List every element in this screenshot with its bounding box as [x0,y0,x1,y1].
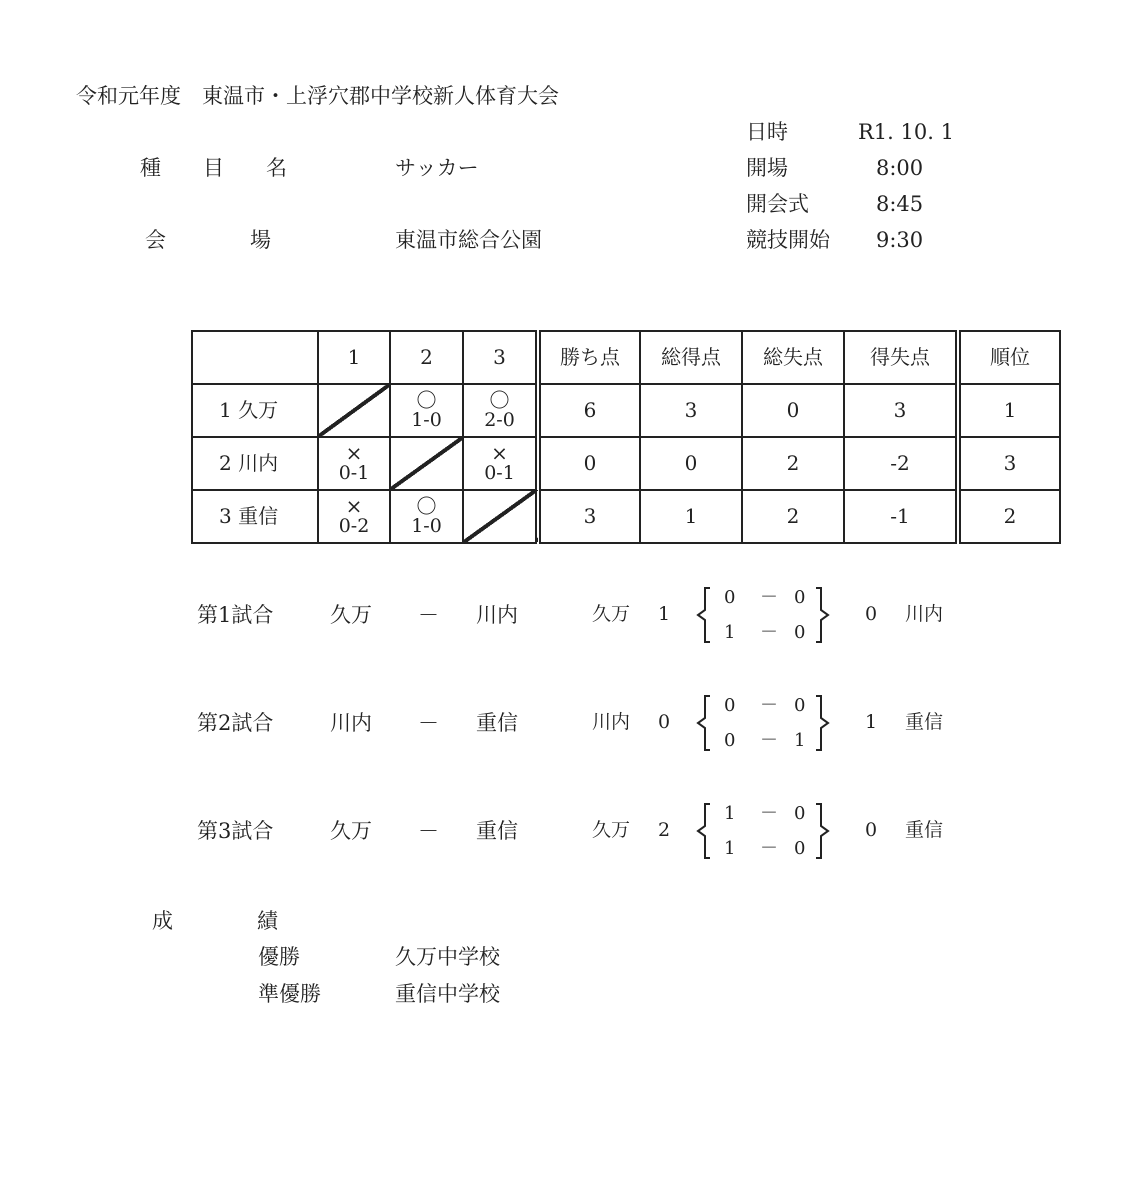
header-cell [192,331,318,384]
match-home: 川内 [330,711,372,735]
half1-dash: － [760,587,778,608]
event-label: 種 目 名 [140,156,287,180]
header-cell: 総失点 [742,331,844,384]
result-runnerup-label: 準優勝 [258,982,321,1006]
score-left-total: 0 [658,711,671,733]
match-dash: － [418,819,439,843]
header-cell: 3 [463,331,538,384]
half2-left: 1 [724,838,736,859]
score-right-team: 川内 [905,603,944,625]
score-right-total: 0 [865,603,878,625]
header-cell: 1 [318,331,390,384]
schedule-start-label: 競技開始 [746,228,830,252]
goals-for-cell: 0 [640,437,742,490]
half1-dash: － [760,695,778,716]
score-left-team: 川内 [592,711,631,733]
result-score: 0-2 [338,515,370,538]
result-winner-label: 優勝 [258,945,300,969]
goals-against-cell: 2 [742,490,844,543]
team-cell: 1 久万 [192,384,318,437]
match-home: 久万 [330,603,372,627]
rank-cell: 3 [958,437,1060,490]
points-cell: 0 [538,437,640,490]
page-title: 令和元年度 東温市・上浮穴郡中学校新人体育大会 [76,84,559,108]
half1-left: 0 [724,587,736,608]
match-home: 久万 [330,819,372,843]
rank-cell: 1 [958,384,1060,437]
team-cell: 3 重信 [192,490,318,543]
result-cell [463,384,538,437]
match-row [0,580,1121,650]
header-cell: 順位 [958,331,1060,384]
half1-left: 0 [724,695,736,716]
points-cell: 3 [538,490,640,543]
score-left-total: 1 [658,603,671,625]
standings-table [191,330,1061,544]
team-cell: 2 川内 [192,437,318,490]
result-cell [318,437,390,490]
half2-right: 0 [794,838,806,859]
points-cell: 6 [538,384,640,437]
result-cell [318,490,390,543]
goals-for-cell: 3 [640,384,742,437]
score-right-team: 重信 [905,819,944,841]
match-away: 川内 [476,603,518,627]
score-right-total: 0 [865,819,878,841]
score-right-total: 1 [865,711,878,733]
result-symbol: 〇 [416,494,437,519]
goal-diff-cell: -1 [844,490,958,543]
score-left-total: 2 [658,819,671,841]
goal-diff-cell: 3 [844,384,958,437]
table-row [192,384,1060,437]
header-cell: 総得点 [640,331,742,384]
header-cell: 2 [390,331,463,384]
result-score: 1-0 [411,515,442,538]
half1-left: 1 [724,803,736,824]
result-symbol: × [491,441,508,466]
result-symbol: × [345,494,363,519]
goals-against-cell: 0 [742,384,844,437]
diagonal-cell [463,490,538,543]
half2-dash: － [760,730,778,751]
half1-right: 0 [794,587,806,608]
half1-right: 0 [794,803,806,824]
header-cell: 勝ち点 [538,331,640,384]
half1-right: 0 [794,695,806,716]
result-winner-value: 久万中学校 [395,945,500,969]
schedule-open-value: 8:00 [876,156,924,180]
diagonal-cell [318,384,390,437]
result-cell [390,384,463,437]
match-row [0,796,1121,866]
event-value: サッカー [395,156,479,180]
schedule-ceremony-value: 8:45 [876,192,924,216]
results-label: 成 績 [152,909,278,933]
result-symbol: × [345,441,363,466]
table-row [192,490,1060,543]
result-score: 0-1 [338,462,370,485]
score-left-team: 久万 [592,819,631,841]
result-score: 2-0 [484,409,515,432]
schedule-date-label: 日時 [746,120,788,144]
result-runnerup-value: 重信中学校 [395,982,500,1006]
match-away: 重信 [476,711,518,735]
score-right-team: 重信 [905,711,944,733]
result-score: 1-0 [411,409,442,432]
result-symbol: 〇 [416,388,437,413]
match-dash: － [418,603,439,627]
schedule-date-value: R1. 10. 1 [858,120,954,144]
goal-diff-cell: -2 [844,437,958,490]
half2-right: 1 [794,730,806,751]
goals-against-cell: 2 [742,437,844,490]
schedule-ceremony-label: 開会式 [746,192,809,216]
table-row [192,437,1060,490]
rank-cell: 2 [958,490,1060,543]
result-score: 0-1 [484,462,515,485]
result-cell [463,437,538,490]
half1-dash: － [760,803,778,824]
half2-dash: － [760,622,778,643]
header-cell: 得失点 [844,331,958,384]
venue-label: 会 場 [145,228,271,252]
schedule-start-value: 9:30 [876,228,924,252]
venue-value: 東温市総合公園 [395,228,542,252]
match-label: 第2試合 [197,711,274,735]
goals-for-cell: 1 [640,490,742,543]
match-label: 第3試合 [197,819,274,843]
result-cell [390,490,463,543]
match-label: 第1試合 [197,603,274,627]
match-row [0,688,1121,758]
half2-dash: － [760,838,778,859]
score-left-team: 久万 [592,603,631,625]
table-header-row [192,331,1060,384]
half2-right: 0 [794,622,806,643]
half2-left: 0 [724,730,736,751]
schedule-open-label: 開場 [746,156,788,180]
match-dash: － [418,711,439,735]
half2-left: 1 [724,622,736,643]
diagonal-cell [390,437,463,490]
result-symbol: 〇 [489,388,510,413]
match-away: 重信 [476,819,518,843]
